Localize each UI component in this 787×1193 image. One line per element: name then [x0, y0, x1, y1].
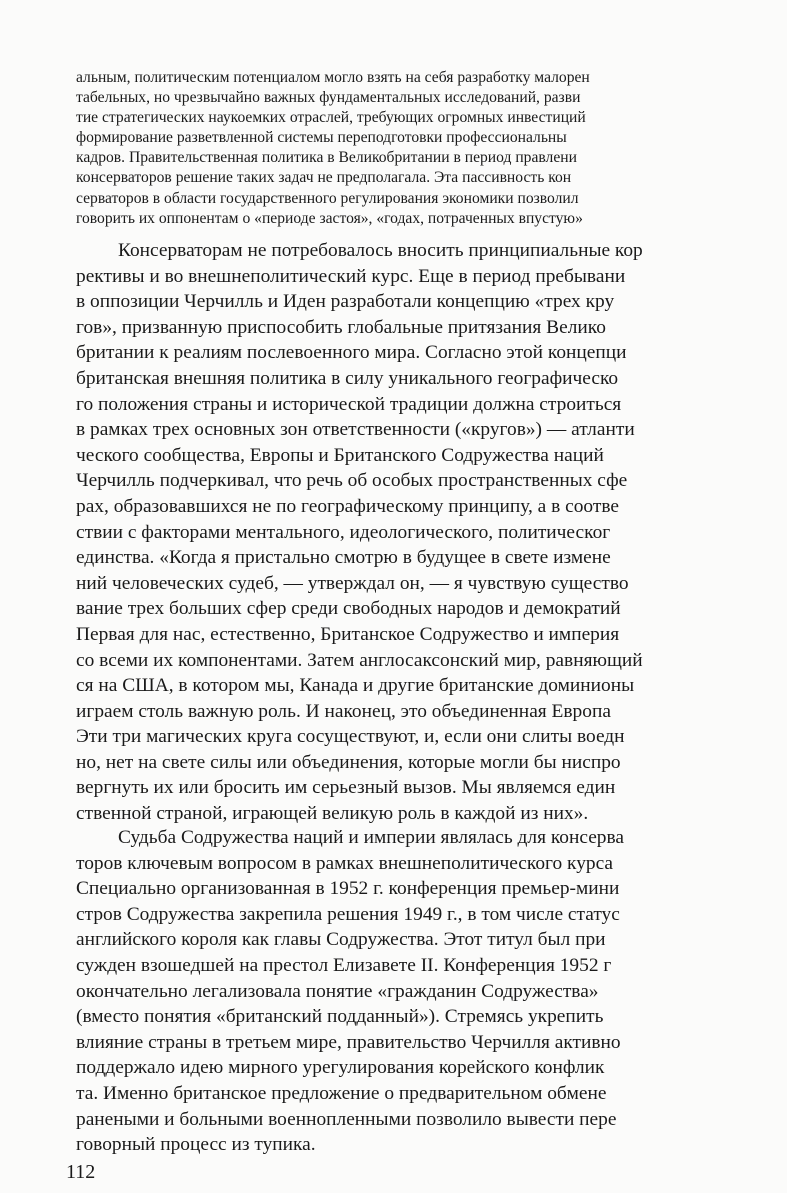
text-line: Эти три магических круга сосуществуют, и, если они слиты воедн	[76, 726, 625, 748]
text-line: рективы и во внешнеполитический курс. Еще в период пребывани	[76, 265, 626, 287]
text-line: альным, политическим потенциалом могло взять на себя разработку малорен	[76, 69, 590, 86]
text-line: единства. «Когда я пристально смотрю в будущее в свете измене	[76, 547, 611, 569]
text-line: кадров. Правительственная политика в Великобритании в период правлени	[76, 149, 577, 167]
text-line: говорный процесс из тупика.	[76, 1134, 316, 1156]
text-line: ний человеческих судеб, — утверждал он, — я чувствую существо	[76, 572, 629, 594]
text-line: Первая для нас, естественно, Британское Содружество и империя	[76, 623, 620, 645]
text-line: табельных, но чрезвычайно важных фундаментальных исследований, разви	[76, 89, 581, 107]
text-line: сужден взошедшей на престол Елизавете II. Конференция 1952 г	[76, 954, 612, 976]
text-line: в рамках трех основных зон ответственности («кругов») — атланти	[76, 419, 635, 441]
text-line: ствии с факторами ментального, идеологического, политическог	[76, 521, 611, 543]
text-line: Консерваторам не потребовалось вносить принципиальные кор	[118, 240, 643, 261]
text-line: Специально организованная в 1952 г. конференция премьер-мини	[76, 878, 620, 900]
text-line: влияние страны в третьем мире, правительство Черчилля активно	[76, 1031, 621, 1053]
text-line: гов», призванную приспособить глобальные притязания Велико	[76, 316, 606, 338]
text-line: ся на США, в котором мы, Канада и другие британские доминионы	[76, 675, 635, 697]
text-line: консерваторов решение таких задач не предполагала. Эта пассивность кон	[76, 169, 572, 187]
text-line: поддержало идею мирного урегулирования корейского конфлик	[76, 1057, 605, 1079]
page-number: 112	[66, 1161, 96, 1183]
text-line: тие стратегических наукоемких отраслей, требующих огромных инвестиций	[76, 109, 586, 127]
text-line: британская внешняя политика в силу уникального географическо	[76, 367, 619, 389]
text-line: ранеными и больными военнопленными позволило вывести пере	[76, 1108, 617, 1130]
text-line: английского короля как главы Содружества. Этот титул был при	[76, 929, 606, 951]
text-line: играем столь важную роль. И наконец, это объединенная Европа	[76, 700, 611, 722]
text-line: (вместо понятия «британский подданный»). Стремясь укрепить	[76, 1006, 604, 1028]
text-line: рах, образовавшихся не по географическому принципу, а в соотве	[76, 495, 619, 517]
text-line: формирование разветвленной системы переподготовки профессиональны	[76, 129, 567, 147]
paragraph-2	[76, 238, 776, 827]
text-line: в оппозиции Черчилль и Иден разработали концепцию «трех кру	[76, 291, 615, 313]
text-line: ческого сообщества, Европы и Британского Содружества наций	[76, 444, 604, 466]
text-line: го положения страны и исторической традиции должна строиться	[76, 393, 622, 415]
text-line: вергнуть их или бросить им серьезный вызов. Мы являемся един	[76, 777, 616, 799]
text-line: но, нет на свете силы или объединения, которые могли бы ниспро	[76, 751, 621, 773]
text-line: стров Содружества закрепила решения 1949 г., в том числе статус	[76, 903, 620, 925]
paragraph-3	[76, 825, 776, 1158]
text-line: торов ключевым вопросом в рамках внешнеполитического курса	[76, 852, 614, 874]
text-line: ственной страной, играющей великую роль в каждой из них».	[76, 803, 589, 825]
paragraph-1	[76, 68, 776, 229]
text-line: Судьба Содружества наций и империи являлась для консерва	[118, 827, 625, 848]
text-line: британии к реалиям послевоенного мира. Согласно этой концепци	[76, 342, 627, 364]
text-line: та. Именно британское предложение о предварительном обмене	[76, 1082, 607, 1104]
text-line: окончательно легализовала понятие «гражданин Содружества»	[76, 980, 599, 1002]
text-line: со всеми их компонентами. Затем англосаксонский мир, равняющий	[76, 649, 643, 671]
text-line: серваторов в области государственного регулирования экономики позволил	[76, 189, 579, 207]
text-line: Черчилль подчеркивал, что речь об особых пространственных сфе	[76, 470, 628, 492]
text-line: говорить их оппонентам о «периоде застоя», «годах, потраченных впустую»	[76, 209, 583, 227]
text-line: вание трех больших сфер среди свободных народов и демократий	[76, 598, 621, 620]
